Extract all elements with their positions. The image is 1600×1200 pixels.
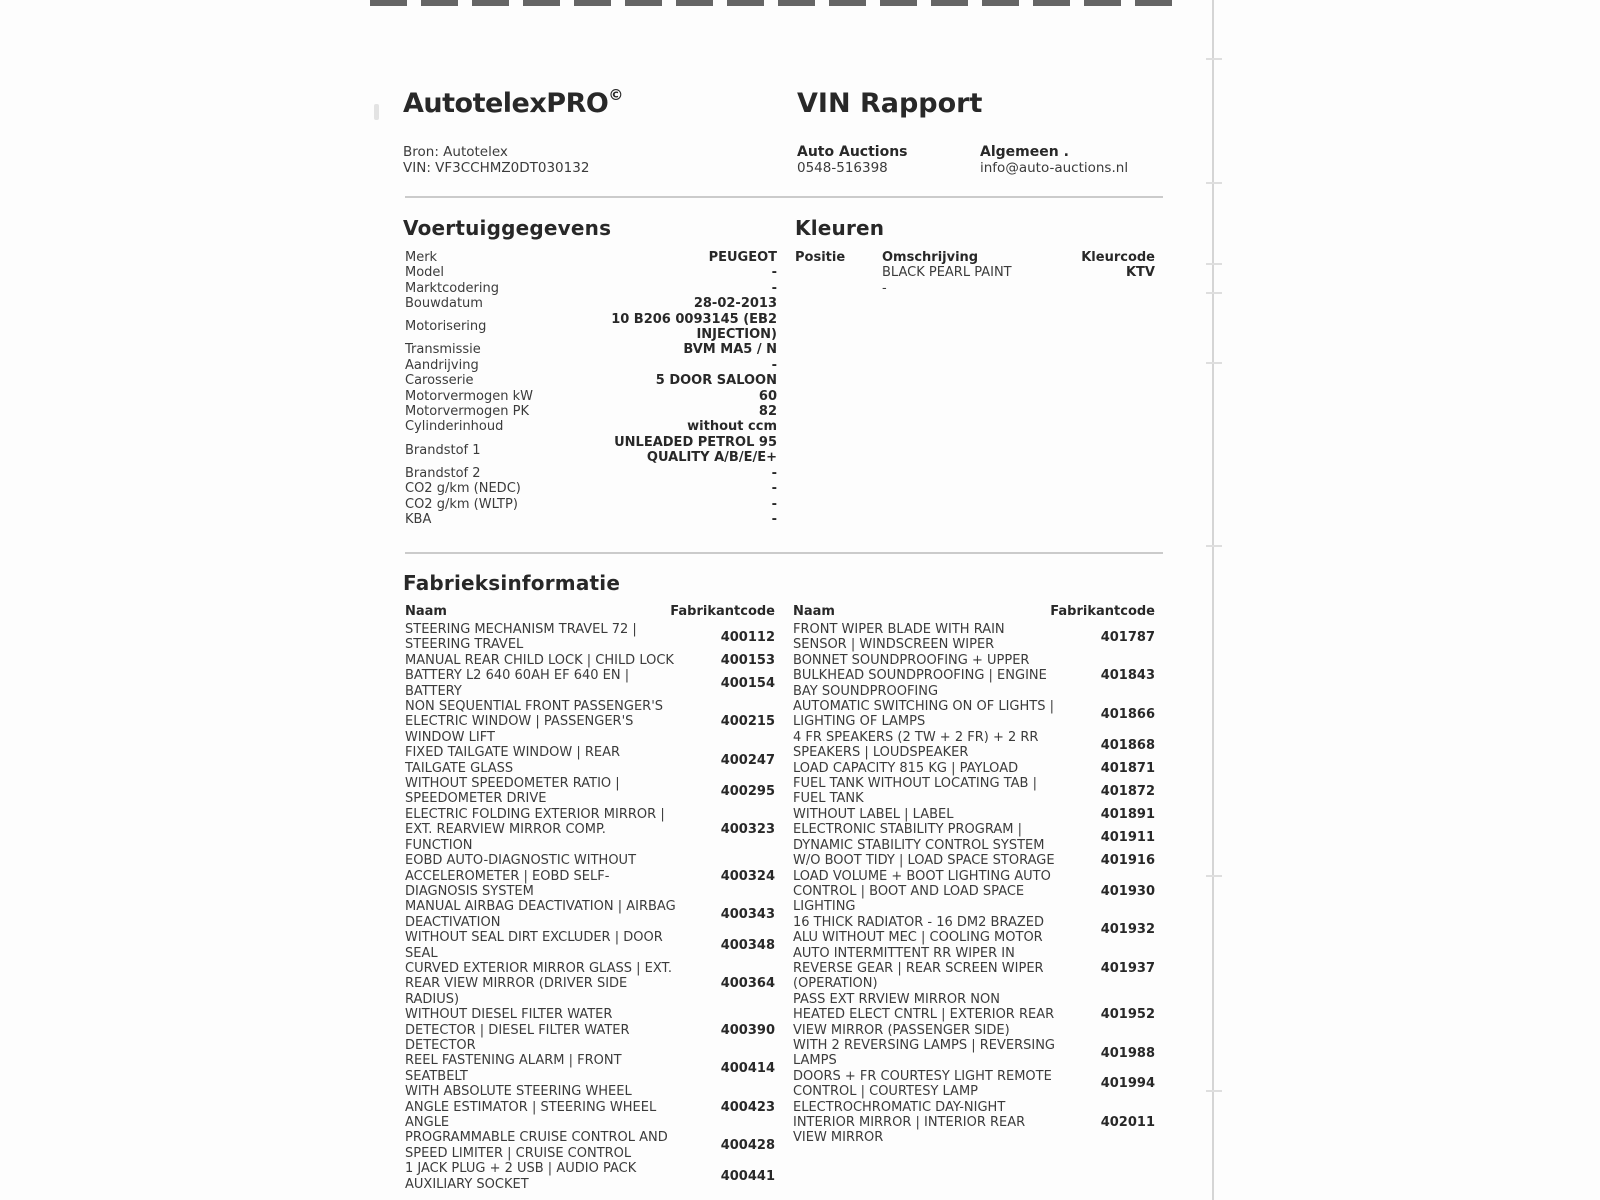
vehicle-data-row	[405, 373, 777, 388]
factory-item-code: 400153	[720, 652, 775, 668]
color-description: BLACK PEARL PAINT	[882, 265, 1012, 281]
factory-row	[405, 853, 775, 899]
color-code	[1075, 281, 1155, 296]
factory-item-code: 401952	[1100, 1007, 1155, 1023]
factory-item-code: 401930	[1100, 883, 1155, 899]
factory-item-code: 401787	[1100, 629, 1155, 645]
factory-item-code: 401937	[1100, 960, 1155, 976]
contact-phone: 0548-516398	[797, 160, 888, 176]
factory-row	[793, 853, 1155, 868]
factory-item-code: 401871	[1100, 760, 1155, 776]
factory-row	[405, 899, 775, 930]
page-title: VIN Rapport	[797, 88, 983, 119]
factory-item-code: 400423	[720, 1099, 775, 1115]
vehicle-attribute-value: BVM MA5 / N	[683, 342, 777, 358]
vehicle-data-row	[405, 404, 777, 419]
factory-item-name: PASS EXT RRVIEW MIRROR NON HEATED ELECT CNTRL | EXTERIOR REAR VIEW MIRROR (PASSENGER SIDE)	[793, 991, 1055, 1038]
factory-table-header	[793, 604, 1155, 620]
vehicle-attribute-label: Transmissie	[405, 342, 481, 358]
scan-artifact-tick	[1206, 58, 1222, 60]
contact-general-block	[980, 144, 1128, 176]
factory-row	[793, 699, 1155, 730]
factory-item-name: MANUAL AIRBAG DEACTIVATION | AIRBAG DEACTIVATION	[405, 899, 676, 930]
scan-artifact-tick	[1206, 875, 1222, 877]
color-description: -	[882, 280, 887, 296]
factory-item-name: WITH ABSOLUTE STEERING WHEEL ANGLE ESTIMATOR | STEERING WHEEL ANGLE	[405, 1084, 657, 1130]
vehicle-attribute-label: Brandstof 1	[405, 442, 481, 458]
column-header-colorcode: Kleurcode	[1081, 250, 1155, 265]
vehicle-data-row	[405, 281, 777, 296]
factory-item-name: BONNET SOUNDPROOFING + UPPER BULKHEAD SOUNDPROOFING | ENGINE BAY SOUNDPROOFING	[793, 652, 1047, 699]
factory-item-name: STEERING MECHANISM TRAVEL 72 | STEERING TRAVEL	[405, 622, 637, 653]
factory-row	[793, 622, 1155, 653]
factory-table-header	[405, 604, 775, 620]
section-divider	[405, 196, 1163, 198]
factory-item-code: 400390	[720, 1022, 775, 1038]
section-title-colors: Kleuren	[795, 216, 885, 240]
factory-row	[405, 1053, 775, 1084]
vehicle-data-row	[405, 250, 777, 265]
vehicle-attribute-value: -	[771, 511, 777, 527]
color-code: KTV	[1125, 265, 1155, 281]
contact-company: Auto Auctions	[797, 144, 908, 160]
factory-row	[405, 668, 775, 699]
factory-item-name: WITHOUT SEAL DIRT EXCLUDER | DOOR SEAL	[405, 930, 663, 961]
colors-table-header	[795, 250, 1155, 265]
factory-row	[405, 622, 775, 653]
factory-item-name: EOBD AUTO-DIAGNOSTIC WITHOUT ACCELEROMETER | EOBD SELF-DIAGNOSIS SYSTEM	[405, 853, 637, 899]
factory-item-name: WITHOUT SPEEDOMETER RATIO | SPEEDOMETER DRIVE	[405, 776, 620, 807]
factory-row	[793, 807, 1155, 822]
vehicle-attribute-value: -	[771, 481, 777, 497]
factory-item-code: 400343	[720, 907, 775, 923]
report-meta	[403, 144, 589, 176]
vehicle-attribute-value: 5 DOOR SALOON	[655, 373, 777, 389]
vehicle-data-row	[405, 389, 777, 404]
factory-item-name: FUEL TANK WITHOUT LOCATING TAB | FUEL TANK	[793, 776, 1037, 807]
factory-table-right	[793, 604, 1155, 1146]
factory-item-name: ELECTRIC FOLDING EXTERIOR MIRROR | EXT. REARVIEW MIRROR COMP. FUNCTION	[405, 806, 665, 853]
factory-item-name: NON SEQUENTIAL FRONT PASSENGER'S ELECTRIC WINDOW | PASSENGER'S WINDOW LIFT	[405, 699, 664, 745]
factory-row	[405, 699, 775, 745]
factory-item-code: 400247	[720, 752, 775, 768]
vehicle-attribute-value: UNLEADED PETROL 95 QUALITY A/B/E/E+	[614, 434, 777, 466]
vehicle-attribute-label: Motorisering	[405, 319, 487, 335]
vehicle-data-table	[405, 250, 777, 527]
vehicle-attribute-label: Model	[405, 265, 445, 281]
vehicle-data-row	[405, 342, 777, 357]
vehicle-attribute-value: -	[771, 265, 777, 281]
vehicle-attribute-label: Bouwdatum	[405, 296, 483, 312]
factory-item-code: 400323	[720, 822, 775, 838]
factory-row	[405, 745, 775, 776]
vehicle-attribute-label: Marktcodering	[405, 280, 499, 296]
factory-item-code: 401891	[1100, 806, 1155, 822]
factory-item-name: WITH 2 REVERSING LAMPS | REVERSING LAMPS	[793, 1037, 1055, 1069]
factory-row	[793, 1069, 1155, 1100]
factory-item-name: DOORS + FR COURTESY LIGHT REMOTE CONTROL | COURTESY LAMP	[793, 1068, 1052, 1100]
factory-row	[793, 761, 1155, 776]
factory-item-code: 401916	[1100, 853, 1155, 869]
factory-row	[793, 946, 1155, 992]
contact-company-block	[797, 144, 908, 176]
factory-item-code: 401843	[1100, 668, 1155, 684]
factory-item-code: 401932	[1100, 922, 1155, 938]
vehicle-data-row	[405, 466, 777, 481]
factory-item-name: LOAD VOLUME + BOOT LIGHTING AUTO CONTROL | BOOT AND LOAD SPACE LIGHTING	[793, 868, 1051, 915]
vehicle-attribute-value: 28-02-2013	[693, 296, 777, 312]
factory-item-name: CURVED EXTERIOR MIRROR GLASS | EXT. REAR VIEW MIRROR (DRIVER SIDE RADIUS)	[405, 960, 673, 1007]
factory-item-name: FIXED TAILGATE WINDOW | REAR TAILGATE GLASS	[405, 745, 621, 776]
factory-item-code: 400324	[720, 868, 775, 884]
vehicle-data-row	[405, 512, 777, 527]
factory-table-body	[405, 622, 775, 1192]
color-position	[795, 265, 882, 280]
report-vin: VIN: VF3CCHMZ0DT030132	[403, 160, 590, 176]
scan-artifact-tick	[1206, 545, 1222, 547]
factory-row	[793, 653, 1155, 699]
factory-row	[405, 653, 775, 668]
factory-item-code: 400364	[720, 976, 775, 992]
vehicle-data-row	[405, 312, 777, 343]
scan-artifact-tick	[1206, 1090, 1222, 1092]
vehicle-data-row	[405, 497, 777, 512]
colors-table	[795, 250, 1155, 296]
factory-row	[793, 869, 1155, 915]
vehicle-attribute-value: 82	[758, 404, 777, 420]
copyright-mark: ©	[608, 86, 623, 104]
vehicle-data-row	[405, 481, 777, 496]
section-divider	[405, 552, 1163, 554]
vehicle-attribute-label: Motorvermogen kW	[405, 388, 533, 404]
color-position	[795, 281, 882, 296]
vehicle-attribute-value: 10 B206 0093145 (EB2 INJECTION)	[611, 311, 777, 343]
report-source: Bron: Autotelex	[403, 144, 508, 160]
scan-artifact-tick	[1206, 182, 1222, 184]
factory-table-body	[793, 622, 1155, 1146]
factory-row	[793, 1100, 1155, 1146]
factory-row	[405, 776, 775, 807]
scan-artifact-tick	[1206, 263, 1222, 265]
factory-item-code: 401911	[1100, 829, 1155, 845]
factory-item-code: 400441	[720, 1168, 775, 1184]
vehicle-attribute-value: -	[771, 496, 777, 512]
contact-email: info@auto-auctions.nl	[980, 160, 1129, 176]
factory-item-name: ELECTRONIC STABILITY PROGRAM | DYNAMIC STABILITY CONTROL SYSTEM	[793, 822, 1045, 853]
vehicle-attribute-value: PEUGEOT	[708, 250, 777, 265]
column-header-position: Positie	[795, 250, 846, 265]
vehicle-attribute-label: Brandstof 2	[405, 465, 481, 481]
section-title-factory: Fabrieksinformatie	[403, 571, 621, 595]
factory-item-code: 400348	[720, 937, 775, 953]
factory-item-name: REEL FASTENING ALARM | FRONT SEATBELT	[405, 1053, 622, 1084]
factory-item-name: 16 THICK RADIATOR - 16 DM2 BRAZED ALU WITHOUT MEC | COOLING MOTOR	[793, 914, 1044, 946]
factory-item-code: 400154	[720, 675, 775, 691]
factory-item-code: 400295	[720, 783, 775, 799]
factory-item-code: 401994	[1100, 1076, 1155, 1092]
vehicle-attribute-value: without ccm	[687, 419, 777, 435]
factory-item-code: 401866	[1100, 706, 1155, 722]
vehicle-data-row	[405, 435, 777, 466]
factory-row	[405, 807, 775, 853]
factory-item-name: FRONT WIPER BLADE WITH RAIN SENSOR | WINDSCREEN WIPER	[793, 622, 1005, 653]
factory-row	[405, 1161, 775, 1192]
factory-item-code: 400215	[720, 714, 775, 730]
factory-row	[405, 930, 775, 961]
factory-item-name: BATTERY L2 640 60AH EF 640 EN | BATTERY	[405, 668, 630, 699]
brand-logo-text: AutotelexPRO©	[403, 86, 623, 119]
factory-item-code: 401868	[1100, 737, 1155, 753]
factory-row	[405, 1084, 775, 1130]
scan-edge-artifact-top	[370, 0, 1185, 6]
scan-artifact-tick	[1206, 362, 1222, 364]
scan-smudge	[374, 104, 379, 120]
factory-row	[793, 915, 1155, 946]
scan-page-edge-line	[1212, 0, 1214, 1200]
colors-table-body	[795, 265, 1155, 296]
factory-table-left	[405, 604, 775, 1192]
column-header-code: Fabrikantcode	[1050, 604, 1155, 619]
vehicle-attribute-value: -	[771, 357, 777, 373]
factory-item-code: 401988	[1100, 1045, 1155, 1061]
factory-item-name: WITHOUT DIESEL FILTER WATER DETECTOR | DIESEL FILTER WATER DETECTOR	[405, 1007, 630, 1053]
factory-item-name: MANUAL REAR CHILD LOCK | CHILD LOCK	[405, 652, 674, 668]
factory-row	[793, 822, 1155, 853]
factory-row	[793, 776, 1155, 807]
column-header-description: Omschrijving	[882, 250, 979, 265]
factory-item-name: WITHOUT LABEL | LABEL	[793, 806, 954, 822]
factory-item-name: PROGRAMMABLE CRUISE CONTROL AND SPEED LIMITER | CRUISE CONTROL	[405, 1130, 668, 1161]
factory-item-name: LOAD CAPACITY 815 KG | PAYLOAD	[793, 760, 1019, 776]
column-header-name: Naam	[793, 604, 835, 619]
factory-item-code: 401872	[1100, 783, 1155, 799]
section-title-vehicle: Voertuiggegevens	[403, 216, 612, 240]
factory-item-name: AUTOMATIC SWITCHING ON OF LIGHTS | LIGHTING OF LAMPS	[793, 699, 1054, 730]
factory-row	[405, 1130, 775, 1161]
vehicle-attribute-label: Carosserie	[405, 373, 474, 389]
factory-row	[793, 1038, 1155, 1069]
vehicle-data-row	[405, 265, 777, 280]
factory-item-name: 4 FR SPEAKERS (2 TW + 2 FR) + 2 RR SPEAKERS | LOUDSPEAKER	[793, 729, 1039, 761]
vehicle-attribute-label: Merk	[405, 250, 438, 265]
factory-row	[793, 992, 1155, 1038]
factory-item-code: 400112	[720, 629, 775, 645]
vehicle-attribute-value: -	[771, 465, 777, 481]
factory-item-name: AUTO INTERMITTENT RR WIPER IN REVERSE GEAR | REAR SCREEN WIPER (OPERATION)	[793, 945, 1044, 992]
factory-item-name: 1 JACK PLUG + 2 USB | AUDIO PACK AUXILIARY SOCKET	[405, 1161, 637, 1192]
vehicle-attribute-label: CO2 g/km (WLTP)	[405, 496, 518, 512]
vehicle-data-row	[405, 419, 777, 434]
vehicle-attribute-value: 60	[758, 388, 777, 404]
factory-row	[405, 1007, 775, 1053]
color-row	[795, 281, 1155, 296]
factory-item-code: 400428	[720, 1138, 775, 1154]
vehicle-attribute-label: CO2 g/km (NEDC)	[405, 481, 521, 497]
factory-row	[405, 961, 775, 1007]
vehicle-data-row	[405, 358, 777, 373]
vehicle-attribute-label: Aandrijving	[405, 357, 479, 373]
factory-row	[793, 730, 1155, 761]
scan-artifact-tick	[1206, 292, 1222, 294]
factory-item-name: ELECTROCHROMATIC DAY-NIGHT INTERIOR MIRROR | INTERIOR REAR VIEW MIRROR	[793, 1099, 1026, 1146]
column-header-code: Fabrikantcode	[670, 604, 775, 619]
vehicle-attribute-label: KBA	[405, 511, 432, 527]
factory-item-code: 400414	[720, 1061, 775, 1077]
column-header-name: Naam	[405, 604, 447, 619]
factory-item-name: W/O BOOT TIDY | LOAD SPACE STORAGE	[793, 853, 1055, 869]
color-row	[795, 265, 1155, 280]
vehicle-attribute-label: Motorvermogen PK	[405, 404, 529, 420]
vehicle-attribute-label: Cylinderinhoud	[405, 419, 504, 435]
contact-general-label: Algemeen .	[980, 144, 1069, 160]
vehicle-attribute-value: -	[771, 280, 777, 296]
factory-item-code: 402011	[1100, 1115, 1155, 1130]
vehicle-data-row	[405, 296, 777, 311]
